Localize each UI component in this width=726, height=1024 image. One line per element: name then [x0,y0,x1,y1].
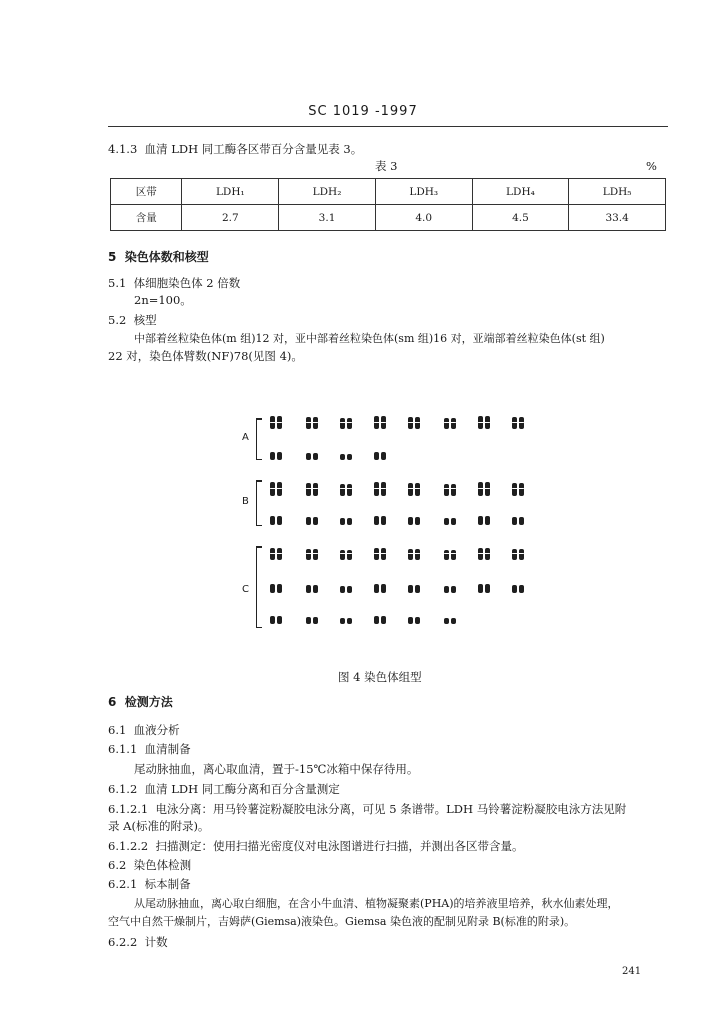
table-caption: 表 3 [375,159,398,173]
chromosome-pair [270,516,284,525]
table-cell: 含量 [111,205,182,231]
table-cell: LDH₂ [279,179,376,205]
chromosome-number: 2n=100。 [134,293,192,307]
section-6-2-1-line1: 从尾动脉抽血，离心取白细胞，在含小牛血清、植物凝聚素(PHA)的培养液里培养，秋水仙素处理， [134,897,619,910]
chromosome-pair [444,584,458,593]
karyotype-figure [240,408,540,638]
chromosome-pair [306,516,320,525]
chromosome-pair [270,616,284,624]
chromosome-pair [374,416,388,429]
section-6-1-2-1-line2: 录 A(标准的附录)。 [108,819,210,833]
page-number: 241 [622,966,642,977]
chromosome-pair [374,548,388,560]
chromosome-pair [270,416,284,429]
chromosome-pair [478,548,492,560]
section-title: 计数 [144,935,168,949]
table-row [111,205,666,231]
chromosome-pair [270,482,284,496]
section-text: 血清 LDH 同工酶各区带百分含量见表 3。 [144,142,363,156]
table-cell: LDH₄ [472,179,569,205]
section-number: 6.2.2 [108,935,138,949]
section-title: 血液分析 [133,723,180,737]
section-number: 6.1.1 [108,742,138,756]
chromosome-pair [512,482,526,496]
chromosome-pair [340,616,354,624]
chromosome-pair [340,584,354,593]
table-row [111,179,666,205]
chromosome-pair [306,452,320,460]
chromosome-pair [444,416,458,429]
table-cell: 2.7 [182,205,279,231]
chromosome-pair [478,584,492,593]
chromosome-pair [478,516,492,525]
section-text: 电泳分离：用马铃薯淀粉凝胶电泳分离，可见 5 条谱带。LDH 马铃薯淀粉凝胶电泳方法见附 [155,802,627,816]
chromosome-pair [512,416,526,429]
karyotype-text-line2: 22 对，染色体臂数(NF)78(见图 4)。 [108,349,303,363]
section-number: 6.1.2 [108,782,138,796]
group-label-c: C [242,584,249,595]
section-number: 5.2 [108,313,127,327]
section-6-1-2-heading [108,781,340,797]
group-label-a: A [242,432,249,443]
table-cell: 4.0 [375,205,472,231]
chromosome-pair [340,516,354,525]
section-6-2-heading [108,857,191,873]
table-cell: LDH₁ [182,179,279,205]
section-6-2-2-heading [108,934,168,950]
group-brace-c [256,546,257,628]
section-6-1-2-2 [108,838,524,854]
chromosome-pair [306,584,320,593]
section-number: 5.1 [108,276,127,290]
section-number: 4.1.3 [108,142,138,156]
section-number: 6.2 [108,858,127,872]
section-title: 核型 [133,313,157,327]
section-number: 6.2.1 [108,877,138,891]
figure-caption: 图 4 染色体组型 [338,670,422,684]
section-title: 检测方法 [124,695,173,709]
section-title: 染色体数和核型 [124,250,209,264]
chromosome-pair [512,548,526,560]
section-title: 染色体检测 [133,858,192,872]
section-4-1-3 [108,141,362,157]
karyotype-text-line1: 中部着丝粒染色体(m 组)12 对，亚中部着丝粒染色体(sm 组)16 对，亚端部着丝粒染色体(st 组) [134,332,605,345]
chromosome-pair [340,416,354,429]
section-title: 血清制备 [144,742,191,756]
page-header: SC 1019 -1997 [308,104,418,119]
chromosome-pair [408,548,422,560]
section-title: 血清 LDH 同工酶分离和百分含量测定 [144,782,340,796]
section-title: 标本制备 [144,877,191,891]
chromosome-pair [340,482,354,496]
chromosome-pair [444,548,458,560]
section-text: 扫描测定：使用扫描光密度仪对电泳图谱进行扫描，并测出各区带含量。 [155,839,524,853]
chromosome-pair [374,482,388,496]
chromosome-pair [306,548,320,560]
section-number: 5 [108,250,117,264]
chromosome-pair [374,452,388,460]
section-5-2-heading [108,312,157,328]
table-unit: % [646,159,657,173]
chromosome-pair [270,584,284,593]
chromosome-pair [340,452,354,460]
chromosome-pair [512,516,526,525]
table-cell: LDH₃ [375,179,472,205]
chromosome-pair [306,616,320,624]
group-brace-a [256,418,257,460]
section-5-heading [108,248,209,265]
chromosome-pair [270,452,284,460]
table-cell: 4.5 [472,205,569,231]
section-6-2-1-heading [108,876,191,892]
chromosome-pair [478,416,492,429]
chromosome-pair [374,516,388,525]
chromosome-pair [306,482,320,496]
table-cell: LDH₅ [569,179,666,205]
header-rule [108,126,668,127]
section-number: 6 [108,695,117,709]
chromosome-pair [374,616,388,624]
section-6-1-1-body: 尾动脉抽血，离心取血清，置于-15℃冰箱中保存待用。 [134,762,419,776]
chromosome-pair [512,584,526,593]
table-cell: 3.1 [279,205,376,231]
section-title: 体细胞染色体 2 倍数 [133,276,241,290]
chromosome-pair [444,516,458,525]
table-cell: 区带 [111,179,182,205]
group-label-b: B [242,496,249,507]
chromosome-pair [444,482,458,496]
section-5-1-heading [108,275,240,291]
chromosome-pair [408,616,422,624]
section-number: 6.1 [108,723,127,737]
chromosome-pair [270,548,284,560]
section-number: 6.1.2.2 [108,839,149,853]
chromosome-pair [408,584,422,593]
section-6-1-heading [108,722,180,738]
table-cell: 33.4 [569,205,666,231]
group-brace-b [256,480,257,526]
chromosome-pair [478,482,492,496]
section-6-2-1-line2: 空气中自然干燥制片，吉姆萨(Giemsa)液染色。Giemsa 染色液的配制见附录 B(标准的附录)。 [108,915,576,928]
chromosome-pair [408,482,422,496]
chromosome-pair [374,584,388,593]
chromosome-pair [444,616,458,624]
chromosome-pair [306,416,320,429]
section-6-heading [108,693,173,710]
chromosome-pair [340,548,354,560]
ldh-table [110,178,666,231]
section-6-1-1-heading [108,741,191,757]
section-6-1-2-1 [108,801,626,817]
chromosome-pair [408,516,422,525]
chromosome-pair [408,416,422,429]
section-number: 6.1.2.1 [108,802,149,816]
